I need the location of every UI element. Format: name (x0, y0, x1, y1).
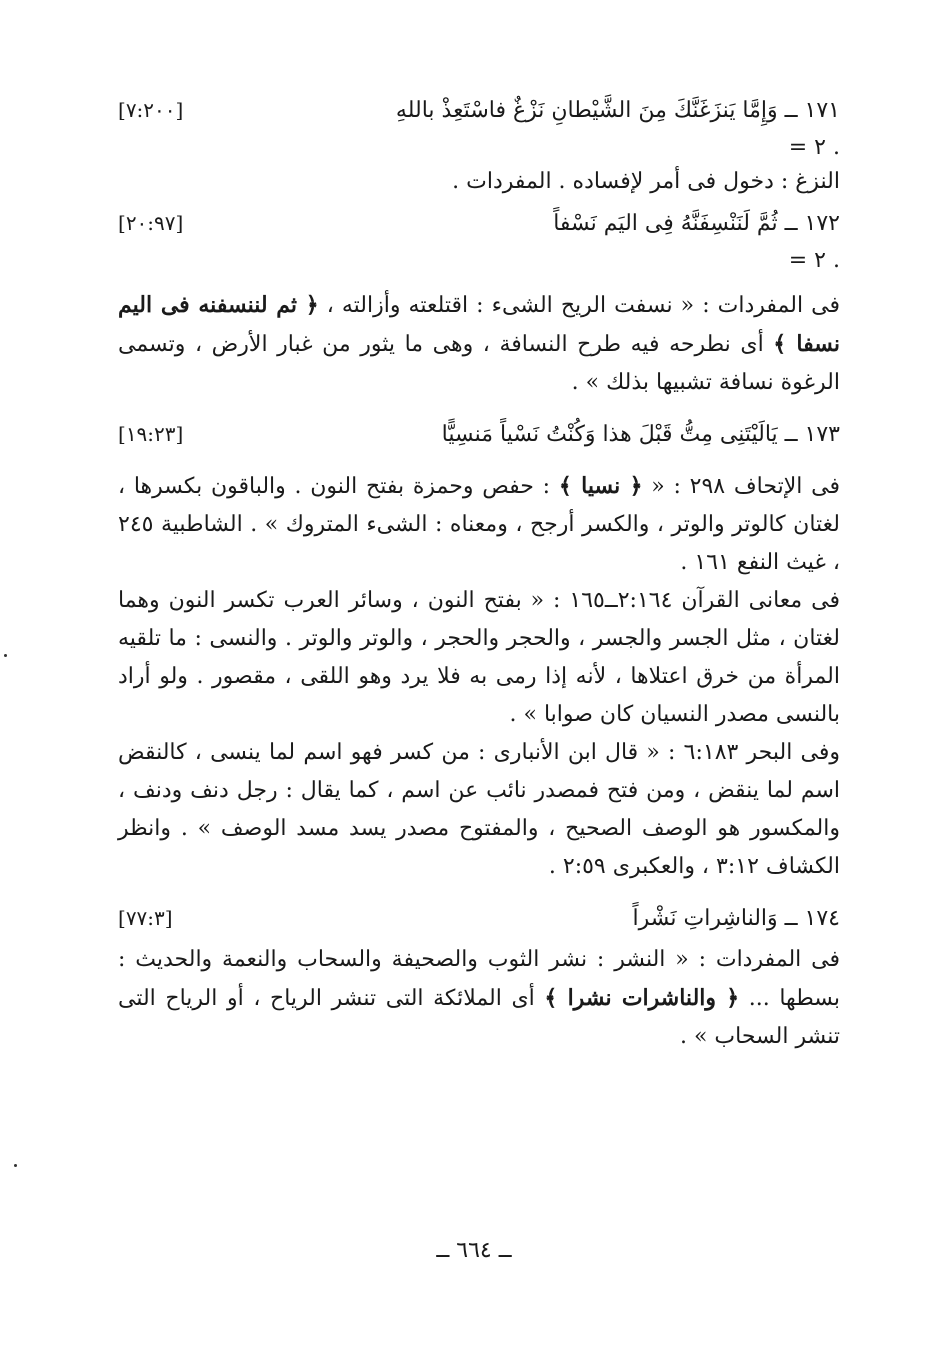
quoted-verse: ﴿ نسيا ﴾ (558, 473, 643, 499)
entry-172 (118, 201, 840, 402)
verse-reference: [١٩:٢٣] (118, 422, 184, 446)
verse-text: ١٧٢ ــ ثُمَّ لَنَنْسِفَنَّهُ فِى اليَم نَسْفاً (553, 211, 840, 236)
verse-row (118, 896, 840, 941)
commentary-paragraph: فى معانى القرآن ٢:١٦٤ــ١٦٥ : « بفتح النون ، وسائر العرب تكسر النون وهما لغتان ، مثل الجسر والجسر ، والحجر والحجر ، والوتر والوتر . والنسى : ما تلقيه المرأة من خرق اعتلاها ، لأنه إذا رمى به فلا يرد وهو اللقى ، مقصور . ولو أراد بالنسى مصدر النسيان كان صوابا » . (118, 588, 841, 727)
verse-reference: [٧:٢٠٠] (118, 98, 184, 122)
verse-row (118, 201, 840, 246)
verse-text: ١٧١ ــ وَإِمَّا يَنزَغَنَّكَ مِنَ الشَّيْطانِ نَزْغٌ فاسْتَعِذْ باللهِ (395, 98, 840, 123)
scan-speck (14, 1164, 17, 1167)
verse-text: ١٧٣ ــ يَالَيْتَنِى مِتُّ قَبْلَ هذا وَكُنْتُ نَسْياً مَنسِيًّا (441, 422, 840, 447)
entry-171 (118, 88, 840, 201)
quoted-verse: ﴿ والناشرات نشرا ﴾ (544, 985, 740, 1011)
commentary-paragraph: فى الإتحاف ٢٩٨ : « ﴿ نسيا ﴾ : حفص وحمزة بفتح النون . والباقون بكسرها ، لغتان كالوتر والوتر ، والكسر أرجح ، ومعناه : الشىء المتروك » . الشاطبية ٢٤٥ ، غيث النفع ١٦١ . (118, 473, 840, 575)
verse-reference: [٢٠:٩٧] (118, 211, 184, 235)
entry-174 (118, 886, 840, 1056)
entry-173 (118, 402, 840, 886)
verse-continuation: . ٢ = (788, 135, 840, 160)
commentary-paragraph: النزغ : دخول فى أمر لإفساده . المفردات . (452, 169, 840, 194)
commentary-paragraph: فى المفردات : « النشر : نشر الثوب والصحيفة والسحاب والنعمة والحديث : بسطها ... ﴿ والناشرات نشرا ﴾ أى الملائكة التى تنشر الرياح ، أو الرياح التى تنشر السحاب » . (118, 947, 840, 1049)
page-number: ــ ٦٦٤ ــ (436, 1238, 512, 1263)
quoted-verse: ﴿ ثم لننسفنه فى اليم نسفا ﴾ (118, 292, 840, 357)
verse-continuation: . ٢ = (788, 248, 840, 273)
verse-reference: [٧٧:٣] (118, 906, 173, 930)
verse-row (118, 88, 840, 133)
verse-text: ١٧٤ ــ وَالناشِراتِ نَشْراً (632, 906, 840, 931)
scan-speck (4, 654, 7, 657)
commentary-paragraph: وفى البحر ٦:١٨٣ : « قال ابن الأنبارى : من كسر فهو اسم لما ينسى ، كالنقض اسم لما ينقض ، ومن فتح فمصدر نائب عن اسم ، كما يقال : رجل دنف ودنف ، والمكسور هو الوصف الصحيح ، والمفتوح مصدر يسد مسد الوصف » . وانظر الكشاف ٣:١٢ ، والعكبرى ٢:٥٩ . (118, 740, 840, 879)
commentary-paragraph: فى المفردات : « نسفت الريح الشىء : اقتلعته وأزالته ، ﴿ ثم لننسفنه فى اليم نسفا ﴾ أى نطرحه فيه طرح النسافة ، وهى ما يثور من غبار الأرض ، وتسمى الرغوة نسافة تشبيها بذلك » . (118, 292, 840, 395)
page-body (118, 88, 840, 1056)
verse-row (118, 412, 840, 457)
